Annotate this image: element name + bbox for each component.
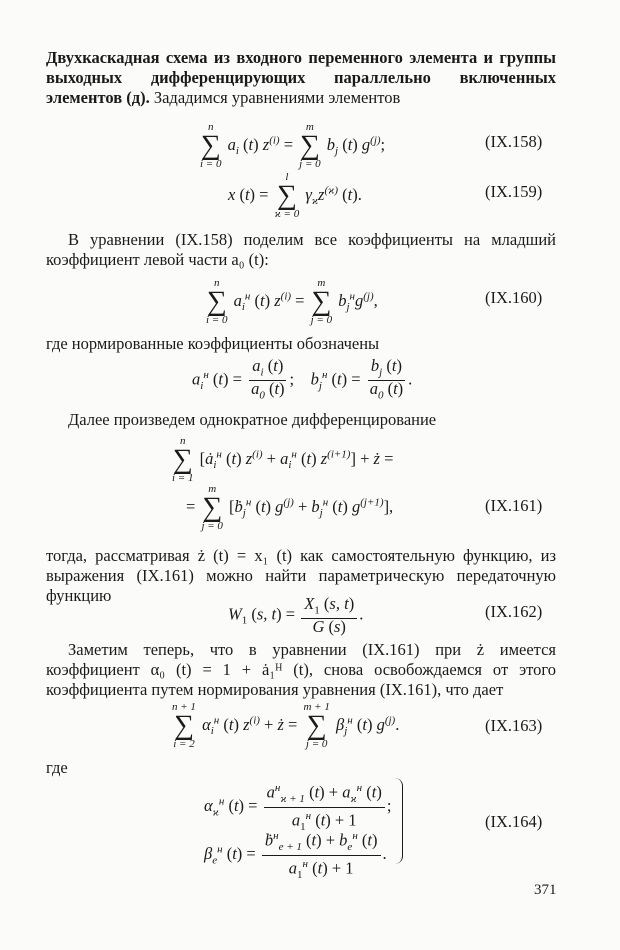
equation-164-alpha: $\alpha_ϰ^н$ (t) = $\frac{a^н_{ϰ + 1} (t) + a_ϰ^н (t)}{a_1^н (t) + 1}$ ; xyxy=(204,782,392,833)
equation-162: $W_1$ (s, t) = $\frac{X_1 (s, t)}{G (s)}$ . xyxy=(228,594,364,637)
equation-160: n ∑ i = 0 $a_i^н$ (t) $z^{(i)}$ = m ∑ j = 0 $b_j^нg^{(j)}$, xyxy=(206,277,378,326)
equation-number-160: (IX.160) xyxy=(485,288,543,307)
equation-158: n ∑ i = 0 $a_i$ (t) $z^{(i)}$ = m ∑ j = 0 $b_j$ (t) $g^{(j)}$; xyxy=(200,121,386,170)
paragraph-normalized: где нормированные коэффициенты обозначены xyxy=(46,334,380,353)
page-number: 371 xyxy=(534,882,557,898)
equation-number-159: (IX.159) xyxy=(485,182,543,201)
paragraph-where: где xyxy=(46,758,68,777)
equation-159: x (t) = l ∑ ϰ = 0 $\gamma_ϰz^{(ϰ)}$ (t). xyxy=(228,171,362,220)
equation-number-163: (IX.163) xyxy=(485,716,543,735)
paragraph-transfer-function: тогда, рассматривая ż (t) = x₁ (t) как самостоятельную функцию, из выражения (IX.161) можно найти параметрическую передаточную функцию xyxy=(46,546,556,605)
equation-163: n + 1 ∑ i = 2 $\alpha_i^н$ (t) $z^{(i)}$ + ż = m + 1 ∑ j = 0 $\beta_j^н$ (t) $g^{(j)}$. xyxy=(172,701,400,750)
paragraph-renormalize: Заметим теперь, что в уравнении (IX.161) при ż имеется коэффициент α₀ (t) = 1 + ȧ₁ᴴ (t), снова освобождаемся от этого коэффициента путем нормирования уравнения (IX.161), что дает xyxy=(46,640,556,699)
right-brace xyxy=(392,778,403,864)
paragraph-intro xyxy=(46,48,556,108)
equation-161-line-2: = m ∑ j = 0 [ḃ$_j^н$ (t) $g^{(j)} + b_j^н$ (t) $g^{(j+1)}$], xyxy=(186,483,394,532)
equation-164-beta: $\beta_e^н$ (t) = $\frac{ḃ^н_{e + 1} (t) + b_e^н (t)}{a_1^н (t) + 1}$ . xyxy=(204,830,387,881)
paragraph-divide: В уравнении (IX.158) поделим все коэффициенты на младший коэффициент левой части a₀ (t): xyxy=(46,230,556,269)
equation-number-161: (IX.161) xyxy=(485,496,543,515)
equation-number-164: (IX.164) xyxy=(485,812,543,831)
equation-number-158: (IX.158) xyxy=(485,132,543,151)
equation-normalized-coefficients: $a_i^н$ (t) = $\frac{a_i (t)}{a_0 (t)}$ ; $b_j^н$ (t) = $\frac{b_j (t)}{a_0 (t)}$ . xyxy=(192,356,413,402)
equation-number-162: (IX.162) xyxy=(485,602,543,621)
paragraph-intro-bold: Двухкаскадная схема из входного переменного элемента и группы выходных дифференцирующих параллельно включенных элементов (д). xyxy=(46,48,556,107)
equation-161-line-1: n ∑ i = 1 [$ȧ_i^н$ (t) $z^{(i)} + a_i^н$ (t) $z^{(i+1)}$] + ż = xyxy=(172,435,394,484)
paragraph-differentiation: Далее произведем однократное дифференцирование xyxy=(68,410,437,429)
paragraph-intro-rest: Зададимся уравнениями элементов xyxy=(149,88,401,107)
